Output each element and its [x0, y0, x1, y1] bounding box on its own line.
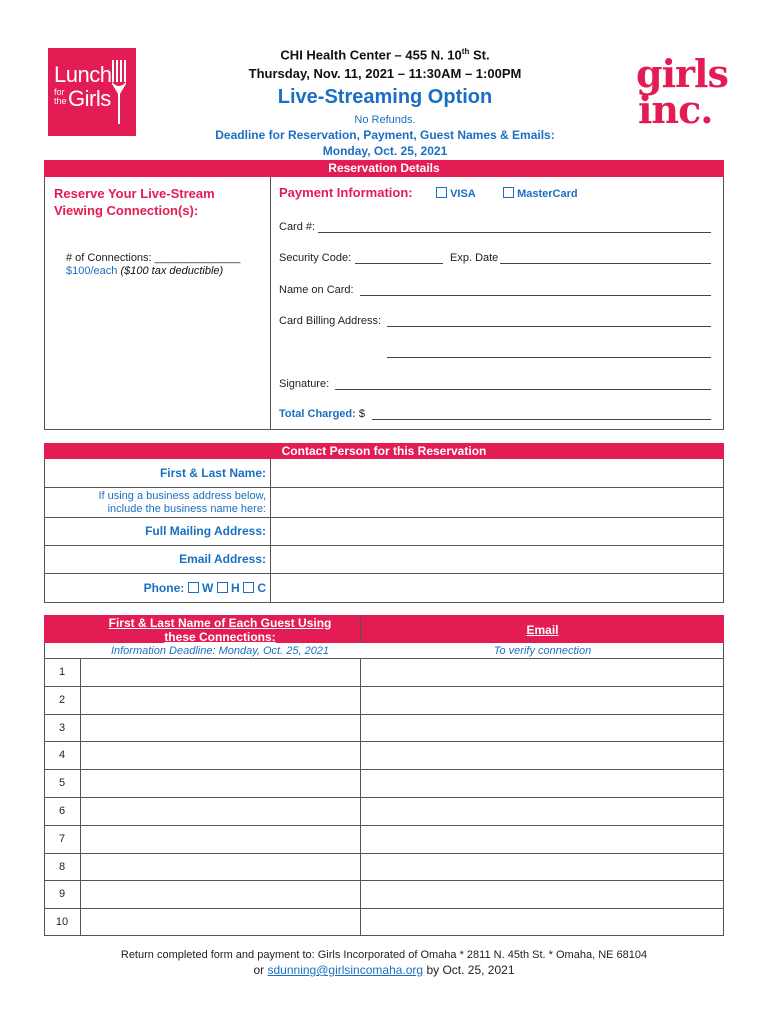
business-note: If using a business address below, include the business name here:: [98, 490, 266, 515]
name-on-card-label: Name on Card:: [279, 284, 354, 296]
logo-text-lunch: Lunch: [54, 62, 112, 87]
guest-email-subheader: To verify connection: [493, 645, 592, 657]
guest-name-cell[interactable]: [81, 854, 360, 881]
guest-name-cell[interactable]: [81, 798, 360, 825]
price-note: $100/each ($100 tax deductible): [66, 265, 224, 277]
business-name-input[interactable]: [271, 488, 723, 517]
mailing-address-label: Full Mailing Address:: [145, 524, 266, 538]
mailing-address-input[interactable]: [271, 518, 723, 545]
guest-row-number: 3: [58, 721, 66, 734]
guest-email-cell[interactable]: [361, 715, 723, 742]
guest-email-cell[interactable]: [361, 659, 723, 686]
guest-row-divider: [44, 741, 724, 742]
security-code-label: Security Code:: [279, 252, 352, 264]
guest-row-number: 9: [58, 888, 66, 901]
card-number-label: Card #:: [279, 221, 316, 233]
logo-text-girls: Girls: [68, 86, 111, 111]
signature-field[interactable]: [335, 389, 711, 390]
guest-email-cell[interactable]: [361, 909, 723, 936]
email-address-input[interactable]: [271, 546, 723, 573]
no-refunds-note: No Refunds.: [354, 114, 416, 126]
signature-label: Signature:: [279, 378, 330, 390]
exp-date-label: Exp. Date: [450, 252, 499, 264]
footer-email-line: or sdunning@girlsincomaha.org by Oct. 25, 2021: [253, 963, 515, 977]
guest-name-cell[interactable]: [81, 715, 360, 742]
payment-heading: Payment Information:: [279, 185, 413, 200]
guest-row-divider: [44, 853, 724, 854]
guest-row-divider: [44, 797, 724, 798]
guest-name-cell[interactable]: [81, 742, 360, 769]
contact-name-label: First & Last Name:: [159, 466, 266, 480]
guest-name-cell[interactable]: [81, 659, 360, 686]
guest-email-cell[interactable]: [361, 770, 723, 797]
guest-row-divider: [44, 825, 724, 826]
phone-input[interactable]: [271, 574, 723, 602]
guest-email-cell[interactable]: [361, 687, 723, 714]
guest-row-number: 4: [58, 749, 66, 762]
guest-email-cell[interactable]: [361, 798, 723, 825]
guest-email-cell[interactable]: [361, 742, 723, 769]
reservation-details-bar: Reservation Details: [44, 160, 724, 177]
fork-icon: [111, 60, 127, 124]
phone-row: Phone: W H C: [143, 581, 266, 595]
reservation-divider: [270, 177, 271, 430]
reserve-heading: Reserve Your Live-Stream Viewing Connection(s):: [54, 186, 215, 218]
billing-address-field[interactable]: [387, 326, 711, 327]
total-charged-field[interactable]: [372, 419, 711, 420]
total-charged-label: Total Charged: $: [279, 408, 365, 420]
guest-email-cell[interactable]: [361, 826, 723, 853]
guest-row-number: 8: [58, 860, 66, 873]
billing-address-label: Card Billing Address:: [279, 315, 382, 327]
page-title: Live-Streaming Option: [277, 86, 493, 108]
lunch-for-the-girls-logo: [48, 48, 136, 136]
footer-return-line: Return completed form and payment to: Girls Incorporated of Omaha * 2811 N. 45th St. * Omaha, NE 68104: [120, 949, 648, 961]
security-code-field[interactable]: [355, 263, 443, 264]
guest-row-number: 6: [58, 805, 66, 817]
billing-address-field-2[interactable]: [387, 357, 711, 358]
connections-field[interactable]: # of Connections: ______________: [66, 252, 241, 264]
mastercard-checkbox[interactable]: [503, 187, 514, 198]
guest-row-number: 10: [55, 916, 69, 929]
guest-row-number: 1: [58, 666, 66, 678]
guest-name-cell[interactable]: [81, 770, 360, 797]
venue-line: CHI Health Center – 455 N. 10th St.: [280, 47, 490, 63]
guest-name-cell[interactable]: [81, 909, 360, 936]
exp-date-field[interactable]: [500, 263, 711, 264]
guest-name-cell[interactable]: [81, 826, 360, 853]
card-number-field[interactable]: [318, 232, 711, 233]
guest-email-header: Email: [526, 623, 559, 637]
contact-name-input[interactable]: [271, 460, 723, 487]
guest-row-divider: [44, 769, 724, 770]
phone-cell-checkbox[interactable]: [243, 582, 254, 593]
contact-email-link[interactable]: sdunning@girlsincomaha.org: [267, 963, 424, 977]
email-address-label: Email Address:: [179, 552, 266, 566]
guest-row-divider: [44, 714, 724, 715]
guest-name-cell[interactable]: [81, 687, 360, 714]
guest-name-header: First & Last Name of Each Guest Using these Connections:: [108, 616, 332, 644]
visa-checkbox[interactable]: [436, 187, 447, 198]
guest-row-divider: [44, 880, 724, 881]
phone-home-checkbox[interactable]: [217, 582, 228, 593]
mastercard-option[interactable]: MasterCard: [503, 187, 578, 200]
logo-text-for-the: for the: [54, 87, 67, 106]
phone-work-checkbox[interactable]: [188, 582, 199, 593]
guest-row-number: 2: [58, 693, 66, 706]
guest-row-divider: [44, 686, 724, 687]
col-divider-header: [360, 615, 361, 643]
visa-option[interactable]: VISA: [436, 187, 476, 200]
guest-name-subheader: Information Deadline: Monday, Oct. 25, 2021: [110, 645, 330, 657]
deadline-line-1: Deadline for Reservation, Payment, Guest Names & Emails:: [215, 128, 555, 142]
guest-row-number: 5: [58, 777, 66, 790]
guest-name-cell[interactable]: [81, 881, 360, 908]
guest-row-divider: [44, 908, 724, 909]
contact-bar: Contact Person for this Reservation: [44, 443, 724, 459]
event-datetime: Thursday, Nov. 11, 2021 – 11:30AM – 1:00PM: [248, 66, 522, 81]
guest-email-cell[interactable]: [361, 881, 723, 908]
name-on-card-field[interactable]: [360, 295, 711, 296]
deadline-line-2: Monday, Oct. 25, 2021: [322, 144, 448, 158]
girls-inc-logo: girls inc.: [636, 51, 728, 132]
guest-row-number: 7: [58, 832, 66, 845]
guest-email-cell[interactable]: [361, 854, 723, 881]
